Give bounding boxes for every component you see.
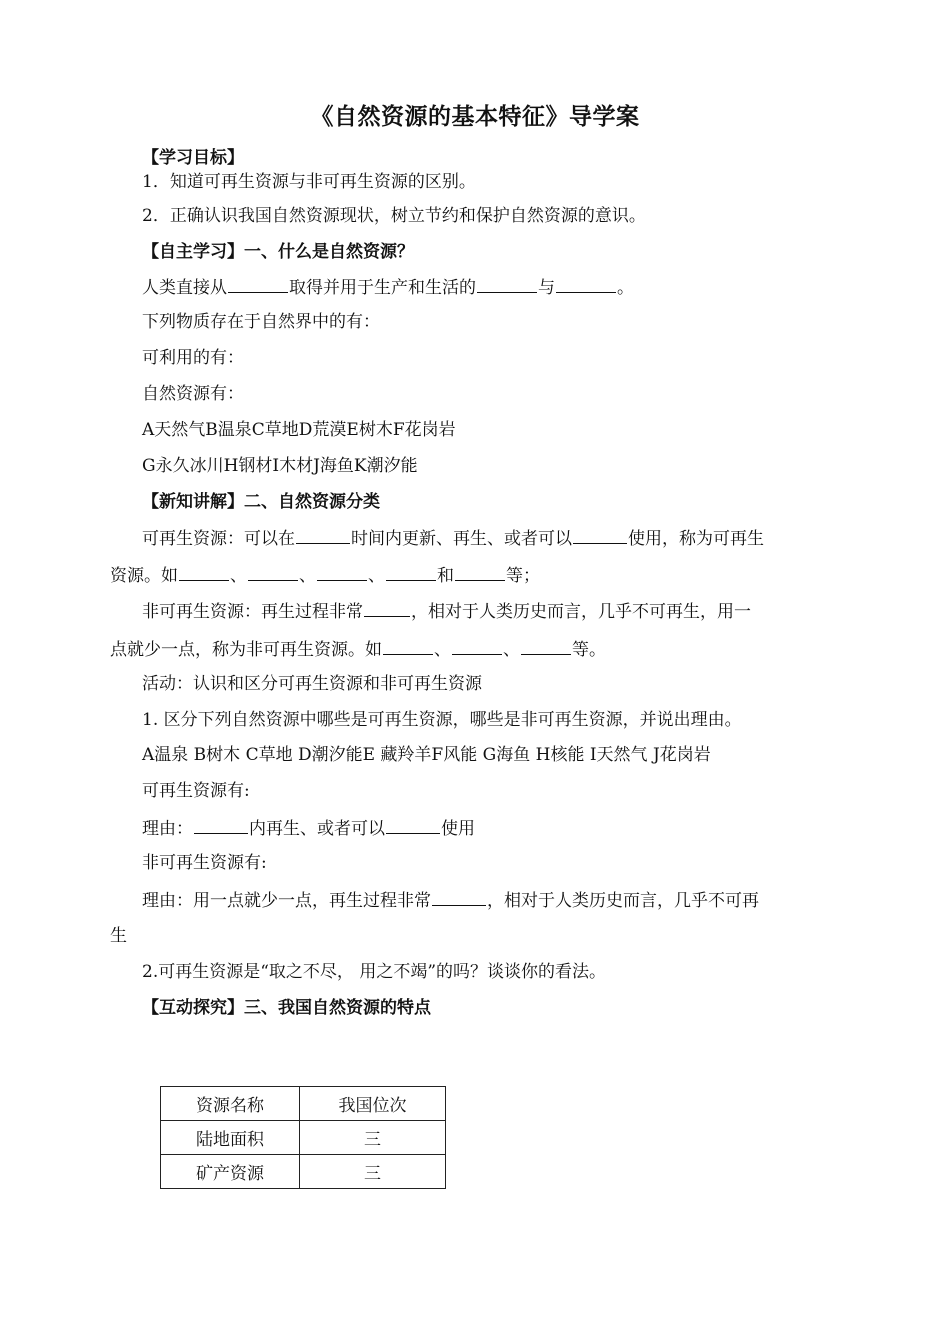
definition-line: 人类直接从 取得并用于生产和生活的 与 。: [142, 274, 634, 300]
table-cell: 三: [300, 1121, 446, 1155]
fill-blank[interactable]: [477, 274, 537, 293]
objective-item-1: 1．知道可再生资源与非可再生资源的区别。: [142, 172, 476, 192]
nonrenewable-def-1: 非可再生资源：再生过程非常 ，相对于人类历史而言，几乎不可再生，用一: [142, 598, 751, 624]
fill-blank[interactable]: [317, 562, 367, 581]
fill-blank[interactable]: [452, 636, 502, 655]
table-header-row: [161, 1087, 446, 1121]
fill-blank[interactable]: [248, 562, 298, 581]
resource-rank-table: [160, 1086, 446, 1189]
table-cell: 三: [300, 1155, 446, 1189]
fill-blank[interactable]: [179, 562, 229, 581]
reason-line-1: 理由： 内再生、或者可以 使用: [142, 815, 475, 841]
fill-blank[interactable]: [432, 887, 486, 906]
activity-options: A温泉 B树木 C草地 D潮汐能E 藏羚羊F风能 G海鱼 H核能 I天然气 J花岗岩: [142, 745, 711, 765]
section2-heading: 【新知讲解】二、自然资源分类: [142, 492, 380, 512]
table-cell: 矿产资源: [161, 1155, 300, 1189]
fill-blank[interactable]: [386, 562, 436, 581]
fill-blank[interactable]: [455, 562, 505, 581]
question-exist: 下列物质存在于自然界中的有：: [142, 312, 380, 332]
options-line-1: A天然气B温泉C草地D荒漠E树木F花岗岩: [142, 420, 456, 440]
table-header-cell: 我国位次: [300, 1087, 446, 1121]
fill-blank[interactable]: [386, 815, 440, 834]
objectives-heading: 【学习目标】: [142, 148, 244, 168]
reason-line-2: 理由：用一点就少一点，再生过程非常 ，相对于人类历史而言，几乎不可再: [142, 887, 759, 913]
fill-blank[interactable]: [521, 636, 571, 655]
options-line-2: G永久冰川H钢材I木材J海鱼K潮汐能: [142, 456, 418, 476]
fill-blank[interactable]: [194, 815, 248, 834]
question-usable: 可利用的有：: [142, 348, 244, 368]
renewable-def-1: 可再生资源：可以在 时间内更新、再生、或者可以 使用，称为可再生: [142, 525, 764, 551]
table-header-cell: 资源名称: [161, 1087, 300, 1121]
section1-heading: 【自主学习】一、什么是自然资源？: [142, 242, 414, 262]
fill-blank[interactable]: [573, 525, 627, 544]
fill-blank[interactable]: [228, 274, 288, 293]
objective-item-2: 2．正确认识我国自然资源现状，树立节约和保护自然资源的意识。: [142, 206, 646, 226]
renewable-def-2: 资源。如 、 、 、 和 等；: [110, 562, 540, 588]
table-cell: 陆地面积: [161, 1121, 300, 1155]
activity-question-2: 2.可再生资源是“取之不尽， 用之不竭”的吗？谈谈你的看法。: [142, 962, 607, 982]
fill-blank[interactable]: [383, 636, 433, 655]
fill-blank[interactable]: [296, 525, 350, 544]
reason-line-2-cont: 生: [110, 926, 127, 946]
activity-line: 活动：认识和区分可再生资源和非可再生资源: [142, 674, 482, 694]
document-title: 《自然资源的基本特征》导学案: [310, 104, 640, 130]
renewable-have: 可再生资源有:: [142, 781, 250, 801]
nonrenewable-have: 非可再生资源有:: [142, 853, 267, 873]
activity-question-1: 1. 区分下列自然资源中哪些是可再生资源，哪些是非可再生资源，并说出理由。: [142, 710, 742, 730]
fill-blank[interactable]: [556, 274, 616, 293]
table-row: [161, 1121, 446, 1155]
table-row: [161, 1155, 446, 1189]
fill-blank[interactable]: [364, 598, 410, 617]
section3-heading: 【互动探究】三、我国自然资源的特点: [142, 998, 431, 1018]
question-natural: 自然资源有：: [142, 384, 244, 404]
nonrenewable-def-2: 点就少一点，称为非可再生资源。如 、 、 等。: [110, 636, 606, 662]
